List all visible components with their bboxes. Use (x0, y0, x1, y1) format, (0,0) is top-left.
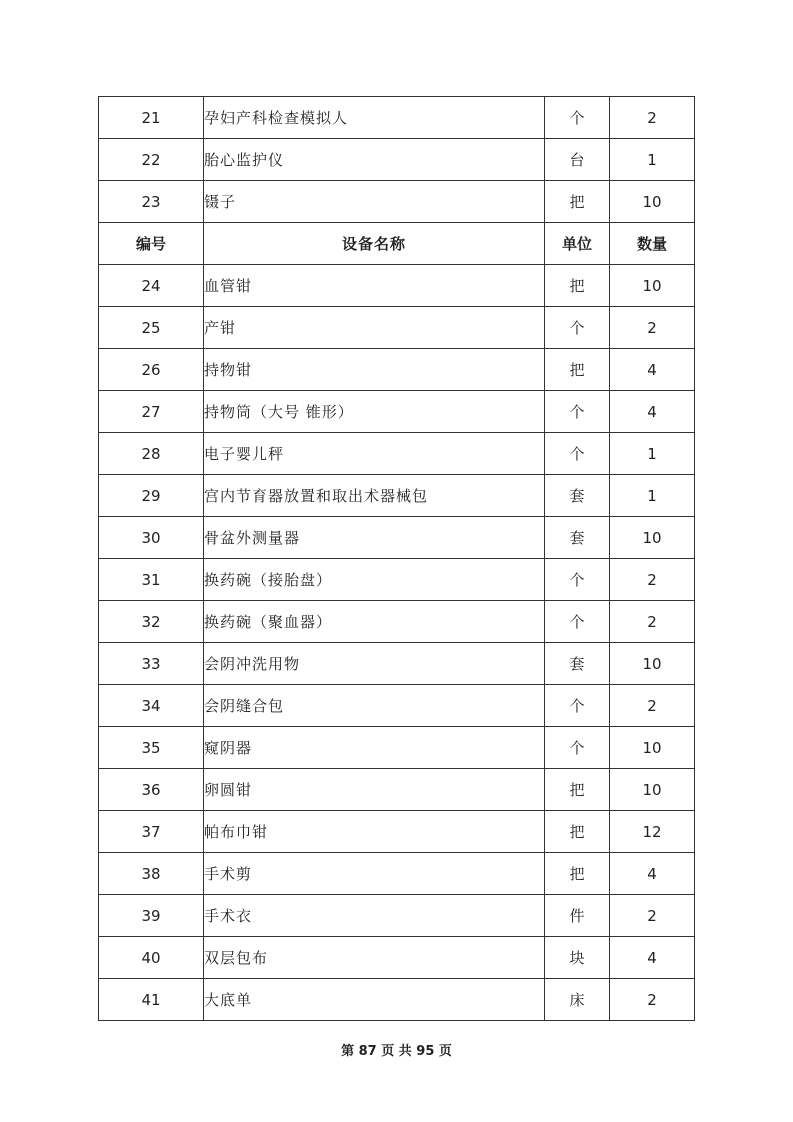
cell-equipment-name: 换药碗（聚血器） (204, 601, 545, 643)
header-cell-equipment-name: 设备名称 (204, 223, 545, 265)
cell-unit: 个 (545, 559, 610, 601)
cell-number: 25 (99, 307, 204, 349)
table-row (99, 517, 695, 559)
cell-number: 35 (99, 727, 204, 769)
table-row (99, 559, 695, 601)
cell-quantity: 10 (610, 643, 695, 685)
cell-quantity: 1 (610, 139, 695, 181)
cell-quantity: 2 (610, 559, 695, 601)
table-row (99, 265, 695, 307)
cell-unit: 套 (545, 643, 610, 685)
table-header-row (99, 223, 695, 265)
cell-number: 36 (99, 769, 204, 811)
cell-quantity: 1 (610, 433, 695, 475)
cell-equipment-name: 帕布巾钳 (204, 811, 545, 853)
cell-equipment-name: 产钳 (204, 307, 545, 349)
cell-number: 31 (99, 559, 204, 601)
cell-number: 33 (99, 643, 204, 685)
cell-quantity: 4 (610, 853, 695, 895)
cell-equipment-name: 会阴缝合包 (204, 685, 545, 727)
cell-equipment-name: 双层包布 (204, 937, 545, 979)
cell-number: 21 (99, 97, 204, 139)
cell-quantity: 2 (610, 979, 695, 1021)
cell-number: 26 (99, 349, 204, 391)
cell-equipment-name: 持物筒（大号 锥形） (204, 391, 545, 433)
cell-number: 23 (99, 181, 204, 223)
cell-quantity: 2 (610, 307, 695, 349)
cell-unit: 把 (545, 265, 610, 307)
cell-unit: 套 (545, 517, 610, 559)
cell-equipment-name: 宫内节育器放置和取出术器械包 (204, 475, 545, 517)
cell-unit: 把 (545, 811, 610, 853)
table-row (99, 97, 695, 139)
cell-quantity: 2 (610, 601, 695, 643)
cell-quantity: 2 (610, 895, 695, 937)
cell-unit: 个 (545, 307, 610, 349)
cell-number: 39 (99, 895, 204, 937)
table-row (99, 139, 695, 181)
cell-quantity: 2 (610, 97, 695, 139)
cell-equipment-name: 换药碗（接胎盘） (204, 559, 545, 601)
cell-quantity: 2 (610, 685, 695, 727)
cell-equipment-name: 电子婴儿秤 (204, 433, 545, 475)
cell-equipment-name: 骨盆外测量器 (204, 517, 545, 559)
table-row (99, 937, 695, 979)
cell-equipment-name: 手术剪 (204, 853, 545, 895)
cell-number: 28 (99, 433, 204, 475)
table-row (99, 181, 695, 223)
table-row (99, 601, 695, 643)
cell-equipment-name: 孕妇产科检查模拟人 (204, 97, 545, 139)
equipment-table (98, 96, 695, 1021)
cell-equipment-name: 会阴冲洗用物 (204, 643, 545, 685)
table-row (99, 769, 695, 811)
cell-unit: 台 (545, 139, 610, 181)
cell-unit: 床 (545, 979, 610, 1021)
cell-quantity: 10 (610, 517, 695, 559)
table-row (99, 895, 695, 937)
cell-number: 29 (99, 475, 204, 517)
table-row (99, 475, 695, 517)
cell-number: 40 (99, 937, 204, 979)
cell-number: 22 (99, 139, 204, 181)
cell-unit: 个 (545, 433, 610, 475)
cell-quantity: 4 (610, 349, 695, 391)
equipment-table-body (99, 97, 695, 1021)
cell-number: 37 (99, 811, 204, 853)
cell-number: 34 (99, 685, 204, 727)
cell-unit: 个 (545, 685, 610, 727)
cell-number: 41 (99, 979, 204, 1021)
header-cell-unit: 单位 (545, 223, 610, 265)
cell-quantity: 10 (610, 727, 695, 769)
cell-unit: 个 (545, 601, 610, 643)
cell-unit: 把 (545, 349, 610, 391)
cell-equipment-name: 血管钳 (204, 265, 545, 307)
cell-quantity: 10 (610, 181, 695, 223)
cell-number: 27 (99, 391, 204, 433)
cell-number: 24 (99, 265, 204, 307)
cell-number: 38 (99, 853, 204, 895)
cell-unit: 把 (545, 181, 610, 223)
cell-equipment-name: 卵圆钳 (204, 769, 545, 811)
cell-unit: 套 (545, 475, 610, 517)
cell-unit: 把 (545, 853, 610, 895)
cell-equipment-name: 大底单 (204, 979, 545, 1021)
cell-equipment-name: 胎心监护仪 (204, 139, 545, 181)
cell-unit: 块 (545, 937, 610, 979)
page-footer: 第 87 页 共 95 页 (341, 1044, 452, 1059)
table-row (99, 811, 695, 853)
cell-unit: 件 (545, 895, 610, 937)
cell-equipment-name: 窥阴器 (204, 727, 545, 769)
table-row (99, 391, 695, 433)
cell-quantity: 1 (610, 475, 695, 517)
cell-number: 30 (99, 517, 204, 559)
cell-unit: 把 (545, 769, 610, 811)
cell-unit: 个 (545, 97, 610, 139)
cell-unit: 个 (545, 391, 610, 433)
table-row (99, 853, 695, 895)
table-row (99, 307, 695, 349)
table-row (99, 349, 695, 391)
table-row (99, 727, 695, 769)
cell-quantity: 4 (610, 391, 695, 433)
table-row (99, 643, 695, 685)
header-cell-quantity: 数量 (610, 223, 695, 265)
cell-quantity: 12 (610, 811, 695, 853)
cell-equipment-name: 镊子 (204, 181, 545, 223)
header-cell-number: 编号 (99, 223, 204, 265)
cell-equipment-name: 手术衣 (204, 895, 545, 937)
cell-quantity: 10 (610, 265, 695, 307)
table-row (99, 433, 695, 475)
table-row (99, 979, 695, 1021)
cell-quantity: 10 (610, 769, 695, 811)
cell-number: 32 (99, 601, 204, 643)
cell-unit: 个 (545, 727, 610, 769)
cell-quantity: 4 (610, 937, 695, 979)
cell-equipment-name: 持物钳 (204, 349, 545, 391)
table-row (99, 685, 695, 727)
